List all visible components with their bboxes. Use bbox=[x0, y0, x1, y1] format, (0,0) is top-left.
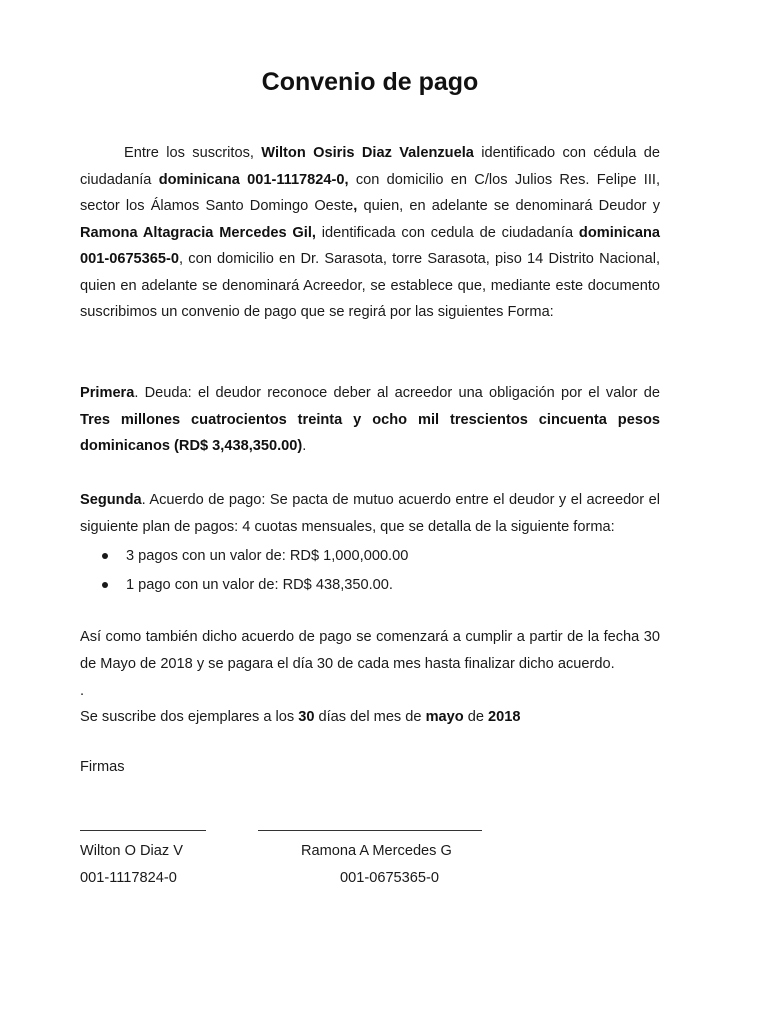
payment-list bbox=[80, 542, 660, 600]
text-run: identificado con cédula de ciudadanía bbox=[80, 145, 660, 188]
bold-text-run: dominicana 001-1117824-0, bbox=[158, 171, 349, 188]
bold-text-run: Ramona Altagracia Mercedes Gil, bbox=[80, 224, 316, 241]
text-run: de bbox=[463, 709, 489, 725]
bold-text-run: Primera bbox=[80, 385, 135, 401]
clause-segunda bbox=[80, 487, 660, 540]
signing-statement bbox=[80, 704, 521, 730]
signature-line-left bbox=[80, 830, 206, 831]
bullet-icon bbox=[102, 582, 108, 588]
bold-text-run: mayo bbox=[425, 709, 464, 725]
payment-item-text: 3 pagos con un valor de: RD$ 1,000,000.00 bbox=[126, 548, 409, 564]
signer-right-name: Ramona A Mercedes G bbox=[301, 843, 452, 859]
signer-left-id: 001-1117824-0 bbox=[80, 870, 177, 886]
text-run: . Acuerdo de pago: Se pacta de mutuo acuerdo entre el deudor y el acreedor el siguiente plan de pagos: 4 cuotas mensuales, que se detalla de la siguiente forma: bbox=[80, 492, 660, 535]
bold-text-run: Tres millones cuatrocientos treinta y ocho mil trescientos cincuenta pesos dominicanos (RD$ 3,438,350.00) bbox=[80, 411, 660, 454]
bullet-icon bbox=[102, 553, 108, 559]
signature-line-right bbox=[258, 830, 482, 831]
bold-text-run: , bbox=[353, 198, 358, 214]
payment-item bbox=[80, 571, 660, 600]
bold-text-run: Wilton Osiris Diaz Valenzuela bbox=[261, 145, 474, 161]
start-date-paragraph: Así como también dicho acuerdo de pago se comenzará a cumplir a partir de la fecha 30 de Mayo de 2018 y se pagara el día 30 de cada mes hasta finalizar dicho acuerdo. bbox=[80, 629, 660, 672]
text-run: . bbox=[302, 438, 307, 454]
bold-text-run: 2018 bbox=[488, 709, 521, 725]
bold-text-run: 30 bbox=[298, 709, 315, 725]
text-run: . Deuda: el deudor reconoce deber al acreedor una obligación por el valor de bbox=[134, 385, 660, 401]
text-run: con domicilio en C/los Julios Res. Felipe III, sector los Álamos Santo Domingo Oeste bbox=[80, 171, 661, 214]
document-title: Convenio de pago bbox=[261, 68, 479, 96]
signer-right-id: 001-0675365-0 bbox=[340, 870, 439, 886]
payment-item-text: 1 pago con un valor de: RD$ 438,350.00. bbox=[126, 577, 393, 593]
stray-dot: . bbox=[80, 683, 85, 699]
signer-left-name: Wilton O Diaz V bbox=[80, 843, 183, 859]
text-run: identificada con cedula de ciudadanía bbox=[315, 224, 579, 241]
signatures-heading: Firmas bbox=[80, 759, 125, 775]
text-run: Se suscribe dos ejemplares a los bbox=[80, 709, 299, 725]
text-run: quien, en adelante se denominará Deudor y bbox=[357, 198, 660, 214]
intro-paragraph bbox=[80, 140, 660, 326]
clause-primera bbox=[80, 380, 660, 460]
bold-text-run: Segunda bbox=[80, 492, 142, 508]
text-run: días del mes de bbox=[314, 709, 426, 725]
text-run: , con domicilio en Dr. Sarasota, torre Sarasota, piso 14 Distrito Nacional, quien en adelante se denominará Acreedor, se establece que, mediante este documento suscribimos un convenio de pago que se regirá por las siguientes Forma: bbox=[80, 251, 660, 320]
bold-text-run: dominicana 001-0675365-0 bbox=[80, 224, 660, 267]
payment-item bbox=[80, 542, 660, 571]
text-run: Entre los suscritos, bbox=[124, 145, 262, 161]
